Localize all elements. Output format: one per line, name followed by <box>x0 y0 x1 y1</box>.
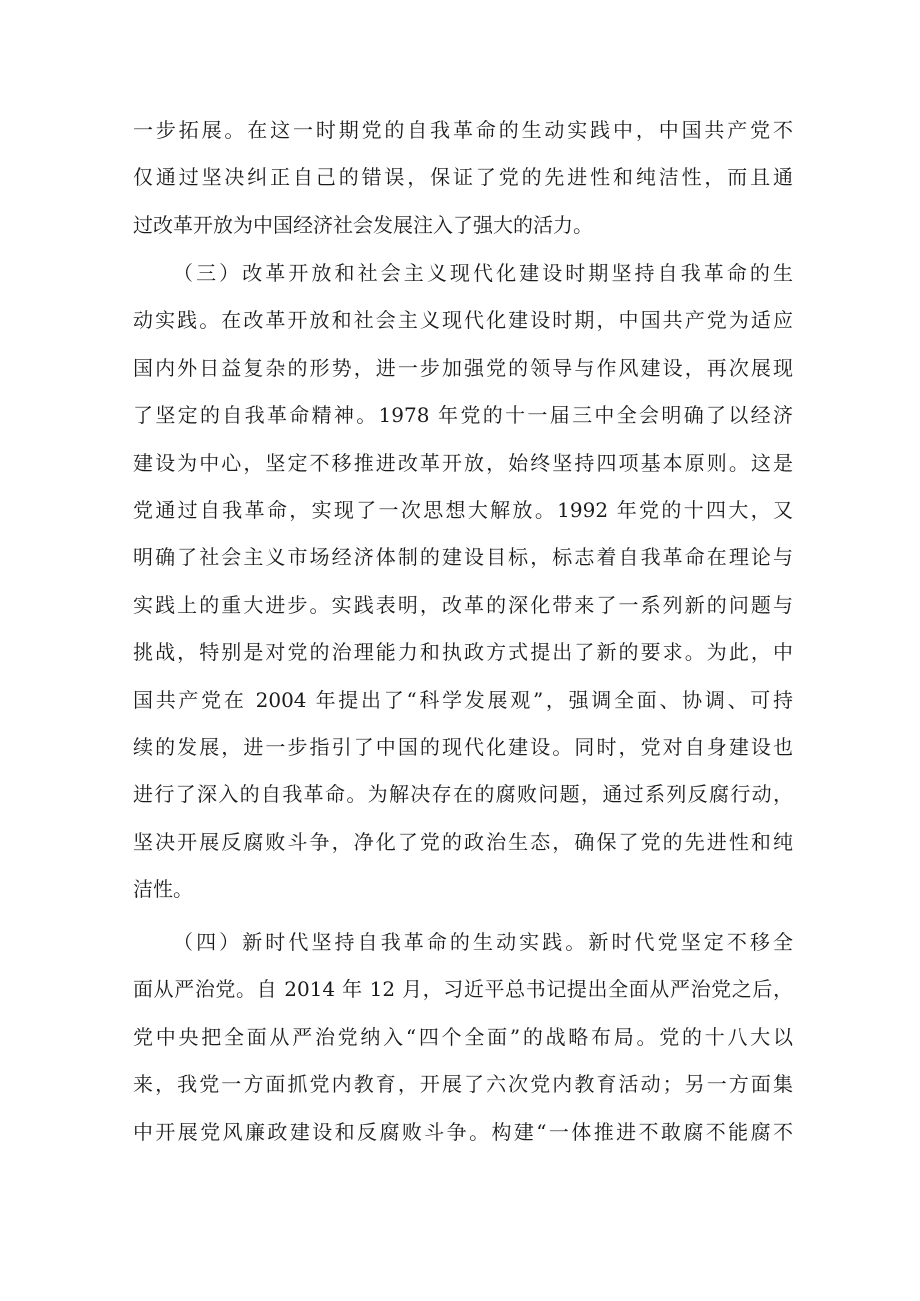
paragraph-line: 中开展党风廉政建设和反腐败斗争。构建“一体推进不敢腐不能腐不 <box>133 1119 793 1144</box>
paragraph-line: 国内外日益复杂的形势，进一步加强党的领导与作风建设，再次展现 <box>133 355 793 380</box>
paragraph-line: 续的发展，进一步指引了中国的现代化建设。同时，党对自身建设也 <box>133 734 793 759</box>
paragraph-line: 建设为中心，坚定不移推进改革开放，始终坚持四项基本原则。这是 <box>133 450 793 475</box>
paragraph-line: 坚决开展反腐败斗争，净化了党的政治生态，确保了党的先进性和纯 <box>133 829 793 854</box>
paragraph-line: （三）改革开放和社会主义现代化建设时期坚持自我革命的生 <box>173 261 793 285</box>
paragraph-line: 一步拓展。在这一时期党的自我革命的生动实践中，中国共产党不 <box>133 118 793 142</box>
paragraph-line: 来，我党一方面抓党内教育，开展了六次党内教育活动；另一方面集 <box>133 1072 793 1097</box>
paragraph-line: 党中央把全面从严治党纳入“四个全面”的战略布局。党的十八大以 <box>133 1024 793 1049</box>
paragraph-line: 挑战，特别是对党的治理能力和执政方式提出了新的要求。为此，中 <box>133 640 793 665</box>
paragraph-line: 国共产党在 2004 年提出了“科学发展观”，强调全面、协调、可持 <box>133 687 793 712</box>
paragraph-line: 洁性。 <box>133 877 193 902</box>
paragraph-line: 仅通过坚决纠正自己的错误，保证了党的先进性和纯洁性，而且通 <box>133 165 793 190</box>
paragraph-line: 动实践。在改革开放和社会主义现代化建设时期，中国共产党为适应 <box>133 308 793 333</box>
paragraph-line: 实践上的重大进步。实践表明，改革的深化带来了一系列新的问题与 <box>133 592 793 617</box>
paragraph-line: 面从严治党。自 2014 年 12 月，习近平总书记提出全面从严治党之后， <box>133 977 793 1002</box>
paragraph-3 <box>133 919 793 1156</box>
paragraph-2 <box>133 250 793 913</box>
paragraph-line: 党通过自我革命，实现了一次思想大解放。1992 年党的十四大，又 <box>133 497 793 522</box>
paragraph-line: 了坚定的自我革命精神。1978 年党的十一届三中全会明确了以经济 <box>133 403 793 428</box>
paragraph-line: 进行了深入的自我革命。为解决存在的腐败问题，通过系列反腐行动， <box>133 782 793 807</box>
paragraph-line: （四）新时代坚持自我革命的生动实践。新时代党坚定不移全 <box>173 930 793 954</box>
paragraph-line: 明确了社会主义市场经济体制的建设目标，标志着自我革命在理论与 <box>133 545 793 570</box>
paragraph-line: 过改革开放为中国经济社会发展注入了强大的活力。 <box>133 212 593 237</box>
paragraph-1 <box>133 107 793 249</box>
